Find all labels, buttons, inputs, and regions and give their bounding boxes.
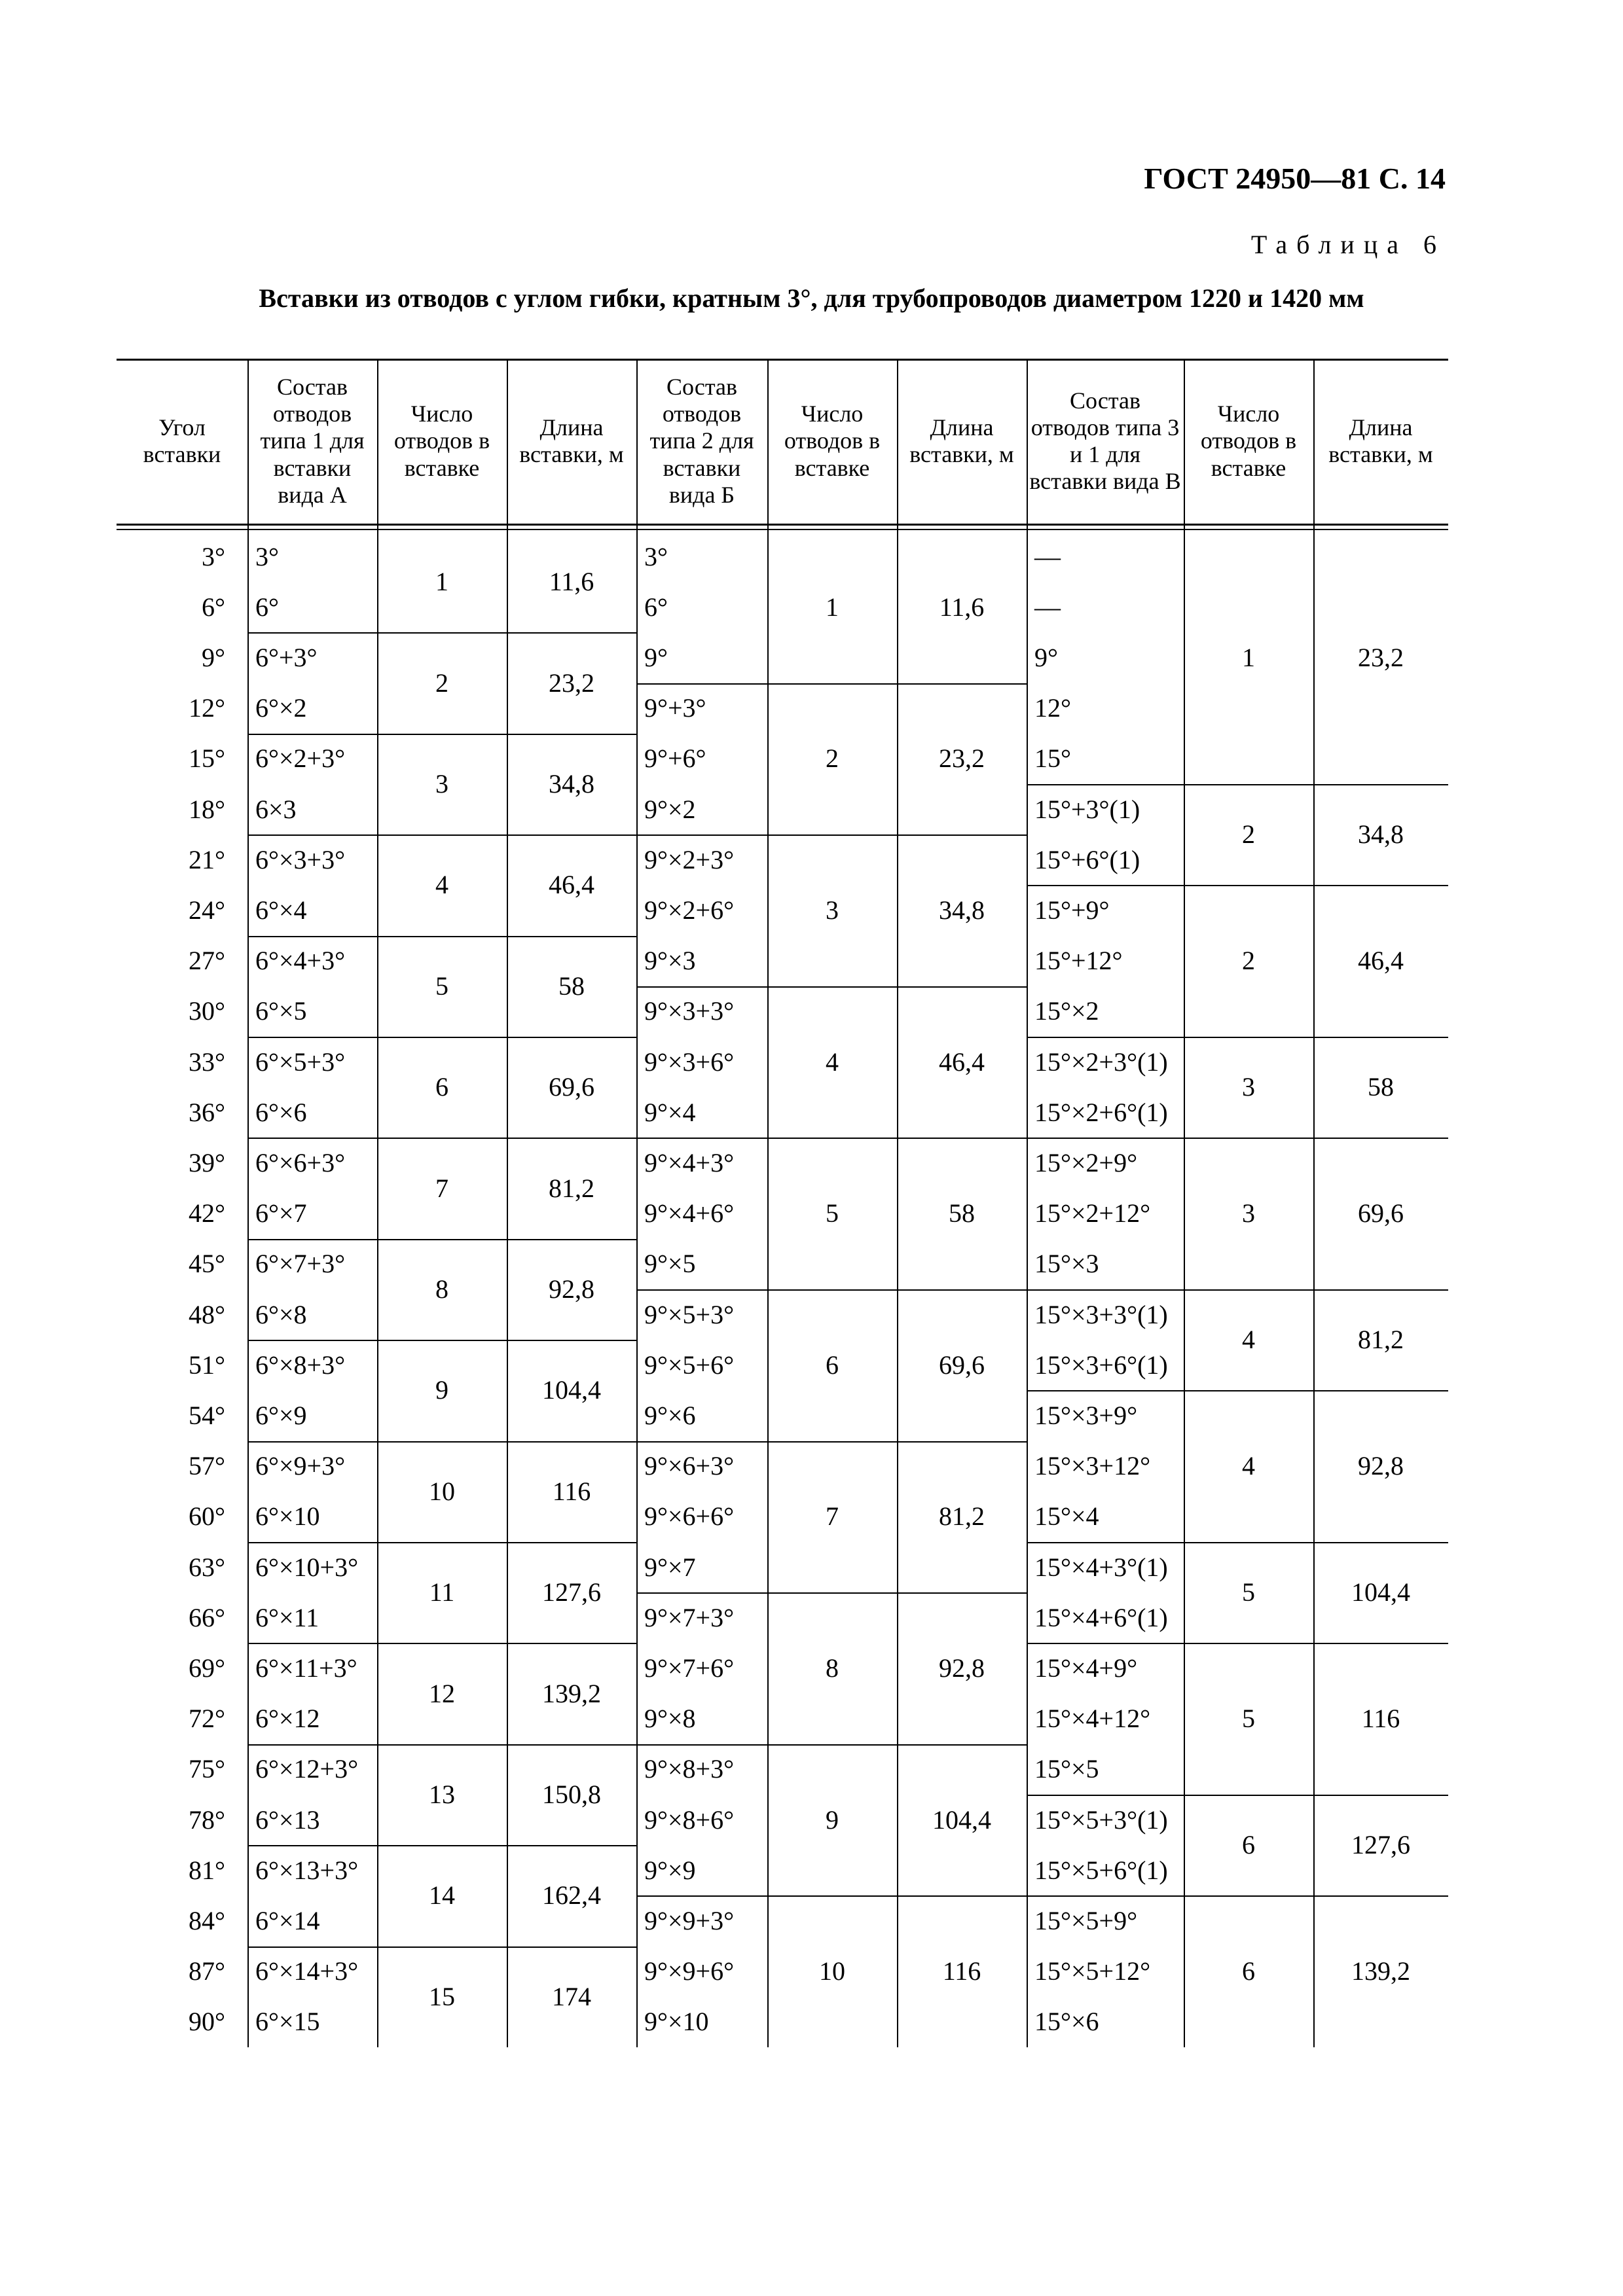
type2-composition-cell: 9°+3° (644, 693, 706, 723)
table-label: Таблица 6 (1250, 230, 1446, 259)
type3-count-cell: 6 (1242, 1830, 1255, 1860)
type1-length-cell: 23,2 (549, 668, 594, 698)
type1-composition-cell: 6°×5+3° (255, 1047, 346, 1077)
type3-group-rule (1027, 885, 1448, 886)
type1-group-rule (247, 1643, 636, 1644)
type1-composition-cell: 6°+3° (255, 642, 318, 672)
type2-length-cell: 34,8 (939, 895, 985, 925)
type3-composition-cell: 15°×4+3°(1) (1034, 1552, 1168, 1582)
type1-composition-cell: 6°×13 (255, 1804, 320, 1835)
angle-cell: 3° (202, 541, 225, 571)
type2-composition-cell: 9°×5+3° (644, 1299, 735, 1329)
type1-count-cell: 13 (429, 1779, 455, 1809)
type1-length-cell: 139,2 (542, 1678, 601, 1708)
type3-composition-cell: 15°+9° (1034, 895, 1110, 925)
type3-length-cell: 104,4 (1351, 1577, 1410, 1607)
angle-cell: 21° (189, 844, 225, 874)
type1-group-rule (247, 1542, 636, 1543)
angle-cell: 12° (189, 693, 225, 723)
angle-cell: 57° (189, 1451, 225, 1481)
type1-length-cell: 46,4 (549, 870, 594, 900)
column-header: Число отводов в вставке (784, 401, 881, 481)
type2-length-cell: 81,2 (939, 1501, 985, 1532)
type1-composition-cell: 6°×12+3° (255, 1754, 359, 1784)
angle-cell: 60° (189, 1501, 225, 1532)
type2-count-cell: 10 (819, 1956, 845, 1986)
type2-composition-cell: 9°×9+6° (644, 1956, 735, 1986)
column-header: Состав отводов типа 1 для вставки вида А (260, 374, 365, 508)
type1-length-cell: 127,6 (542, 1577, 601, 1607)
column-divider (897, 359, 898, 2047)
type1-composition-cell: 6°×6+3° (255, 1147, 346, 1177)
type1-composition-cell: 6°×14 (255, 1905, 320, 1935)
type1-group-rule (247, 1037, 636, 1038)
type2-composition-cell: 9°×2+3° (644, 844, 735, 874)
type1-length-cell: 69,6 (549, 1072, 594, 1102)
type3-count-cell: 3 (1242, 1072, 1255, 1102)
type3-composition-cell: 15°×3+9° (1034, 1400, 1138, 1430)
type1-length-cell: 162,4 (542, 1880, 601, 1910)
type3-composition-cell: 15°×2+12° (1034, 1198, 1151, 1229)
type2-composition-cell: 9°×3+6° (644, 1047, 735, 1077)
type2-composition-cell: 9°×6+6° (644, 1501, 735, 1532)
angle-cell: 81° (189, 1855, 225, 1885)
type2-composition-cell: 9°×2+6° (644, 895, 735, 925)
angle-cell: 33° (189, 1047, 225, 1077)
angle-cell: 51° (189, 1350, 225, 1380)
type3-length-cell: 81,2 (1358, 1325, 1404, 1355)
type2-composition-cell: 9°×8+6° (644, 1804, 735, 1835)
type1-composition-cell: 6°×10+3° (255, 1552, 359, 1582)
type2-length-cell: 11,6 (939, 592, 985, 622)
type1-length-cell: 58 (558, 971, 585, 1001)
type1-composition-cell: 6°×8+3° (255, 1350, 346, 1380)
type3-composition-cell: 15°×6 (1034, 2007, 1099, 2037)
type2-composition-cell: 9°×5 (644, 1249, 696, 1279)
type1-group-rule (247, 1441, 636, 1443)
type1-composition-cell: 6°×3+3° (255, 844, 346, 874)
column-divider (1027, 359, 1028, 2047)
column-header: Состав отводов типа 2 для вставки вида Б (649, 374, 754, 508)
type2-count-cell: 4 (826, 1047, 839, 1077)
type3-composition-cell: 15°×4+6°(1) (1034, 1602, 1168, 1632)
column-header: Угол вставки (143, 414, 221, 467)
angle-cell: 39° (189, 1147, 225, 1177)
type3-composition-cell: 15°×2+3°(1) (1034, 1047, 1168, 1077)
angle-cell: 48° (189, 1299, 225, 1329)
type2-count-cell: 3 (826, 895, 839, 925)
column-header: Состав отводов типа 3 и 1 для вставки вида В (1029, 387, 1181, 495)
type2-composition-cell: 9°×5+6° (644, 1350, 735, 1380)
type2-count-cell: 1 (826, 592, 839, 622)
type2-composition-cell: 3° (644, 541, 668, 571)
type1-composition-cell: 6°×2+3° (255, 744, 346, 774)
type1-length-cell: 116 (552, 1476, 591, 1506)
angle-cell: 90° (189, 2007, 225, 2037)
type1-composition-cell: 6°×5 (255, 996, 307, 1026)
type3-length-cell: 46,4 (1358, 946, 1404, 976)
type1-count-cell: 10 (429, 1476, 455, 1506)
angle-cell: 78° (189, 1804, 225, 1835)
type3-composition-cell: 15°×5+3°(1) (1034, 1804, 1168, 1835)
type3-group-rule (1027, 1138, 1448, 1139)
column-divider (247, 359, 249, 2047)
type3-length-cell: 116 (1361, 1704, 1400, 1734)
type3-composition-cell: 15°×3+6°(1) (1034, 1350, 1168, 1380)
type2-composition-cell: 9°×9+3° (644, 1905, 735, 1935)
type1-group-rule (247, 1138, 636, 1139)
type1-group-rule (247, 1744, 636, 1746)
type1-count-cell: 11 (429, 1577, 455, 1607)
type2-count-cell: 5 (826, 1198, 839, 1229)
type3-count-cell: 5 (1242, 1704, 1255, 1734)
type3-length-cell: 69,6 (1358, 1198, 1404, 1229)
type2-composition-cell: 9°×6 (644, 1400, 696, 1430)
type2-composition-cell: 9°×8+3° (644, 1754, 735, 1784)
type3-group-rule (1027, 1895, 1448, 1897)
column-header: Длина вставки, м (519, 414, 624, 467)
type2-group-rule (636, 683, 1027, 685)
type1-group-rule (247, 734, 636, 735)
type1-group-rule (247, 1845, 636, 1846)
angle-cell: 30° (189, 996, 225, 1026)
type1-count-cell: 2 (435, 668, 448, 698)
type3-group-rule (1027, 1390, 1448, 1391)
type1-group-rule (247, 1340, 636, 1341)
column-header: Число отводов в вставке (393, 401, 490, 481)
type1-composition-cell: 3° (255, 541, 279, 571)
type1-composition-cell: 6°×10 (255, 1501, 320, 1532)
type2-composition-cell: 9°+6° (644, 744, 706, 774)
type1-count-cell: 1 (435, 567, 448, 597)
type2-composition-cell: 9°×4+6° (644, 1198, 735, 1229)
type2-composition-cell: 9°×2 (644, 794, 696, 824)
type3-length-cell: 58 (1368, 1072, 1394, 1102)
type2-composition-cell: 9°×8 (644, 1704, 696, 1734)
type1-composition-cell: 6°×13+3° (255, 1855, 359, 1885)
type2-group-rule (636, 834, 1027, 836)
type3-composition-cell: 15°+12° (1034, 946, 1123, 976)
type3-length-cell: 139,2 (1351, 1956, 1410, 1986)
type2-group-rule (636, 1138, 1027, 1139)
type2-composition-cell: 9°×7 (644, 1552, 696, 1582)
type3-composition-cell: 15°×3+3°(1) (1034, 1299, 1168, 1329)
type1-count-cell: 15 (429, 1981, 455, 2011)
header-bottom-rule (117, 524, 1448, 526)
type3-group-rule (1027, 1542, 1448, 1543)
type2-length-cell: 116 (942, 1956, 981, 1986)
type1-composition-cell: 6°×15 (255, 2007, 320, 2037)
header-bottom-rule-2 (117, 529, 1448, 530)
type1-count-cell: 4 (435, 870, 448, 900)
type2-length-cell: 46,4 (939, 1047, 985, 1077)
type3-composition-cell: 15°+6°(1) (1034, 844, 1140, 874)
table-title: Вставки из отводов с углом гибки, кратным 3°, для трубопроводов диаметром 1220 и 1420 мм (259, 283, 1364, 313)
type3-count-cell: 3 (1242, 1198, 1255, 1229)
type3-composition-cell: 15°×2+6°(1) (1034, 1097, 1168, 1127)
angle-cell: 42° (189, 1198, 225, 1229)
type2-group-rule (636, 1592, 1027, 1594)
type1-count-cell: 3 (435, 768, 448, 798)
type3-composition-cell: 15°×5 (1034, 1754, 1099, 1784)
type3-group-rule (1027, 1289, 1448, 1291)
angle-cell: 63° (189, 1552, 225, 1582)
type3-composition-cell: 15° (1034, 744, 1071, 774)
angle-cell: 84° (189, 1905, 225, 1935)
column-divider (636, 359, 638, 2047)
type2-composition-cell: 9°×7+6° (644, 1653, 735, 1683)
type3-group-rule (1027, 1037, 1448, 1038)
angle-cell: 87° (189, 1956, 225, 1986)
angle-cell: 24° (189, 895, 225, 925)
type1-group-rule (247, 1239, 636, 1240)
type2-length-cell: 104,4 (932, 1804, 991, 1835)
type2-group-rule (636, 1289, 1027, 1291)
type3-composition-cell: 15°×3+12° (1034, 1451, 1151, 1481)
type2-count-cell: 6 (826, 1350, 839, 1380)
type1-composition-cell: 6°×8 (255, 1299, 307, 1329)
type1-count-cell: 8 (435, 1274, 448, 1304)
type1-group-rule (247, 1946, 636, 1948)
type3-composition-cell: 15°×5+12° (1034, 1956, 1151, 1986)
angle-cell: 66° (189, 1602, 225, 1632)
type2-composition-cell: 6° (644, 592, 668, 622)
type1-composition-cell: 6°×2 (255, 693, 307, 723)
type2-length-cell: 58 (949, 1198, 975, 1229)
type1-count-cell: 12 (429, 1678, 455, 1708)
type3-count-cell: 2 (1242, 946, 1255, 976)
angle-cell: 9° (202, 642, 225, 672)
angle-cell: 45° (189, 1249, 225, 1279)
type2-composition-cell: 9°×3 (644, 946, 696, 976)
type1-group-rule (247, 834, 636, 836)
type1-composition-cell: 6°×9 (255, 1400, 307, 1430)
type3-count-cell: 6 (1242, 1956, 1255, 1986)
type2-count-cell: 2 (826, 744, 839, 774)
angle-cell: 54° (189, 1400, 225, 1430)
angle-cell: 15° (189, 744, 225, 774)
type3-count-cell: 4 (1242, 1451, 1255, 1481)
column-header: Длина вставки, м (909, 414, 1014, 467)
type2-composition-cell: 9°×4 (644, 1097, 696, 1127)
column-divider (1313, 359, 1315, 2047)
type3-composition-cell: 9° (1034, 642, 1058, 672)
type3-group-rule (1027, 1795, 1448, 1796)
type1-composition-cell: 6°×4 (255, 895, 307, 925)
angle-cell: 75° (189, 1754, 225, 1784)
type3-count-cell: 4 (1242, 1325, 1255, 1355)
column-header: Число отводов в вставке (1200, 401, 1297, 481)
type2-group-rule (636, 1895, 1027, 1897)
type1-composition-cell: 6°×11 (255, 1602, 319, 1632)
type3-length-cell: 23,2 (1358, 643, 1404, 672)
type2-composition-cell: 9°×10 (644, 2007, 709, 2037)
type2-group-rule (636, 1744, 1027, 1746)
type3-composition-cell: — (1034, 541, 1061, 571)
type3-composition-cell: 15°×3 (1034, 1249, 1099, 1279)
type1-composition-cell: 6° (255, 592, 279, 622)
type1-composition-cell: 6°×7 (255, 1198, 307, 1229)
column-divider (507, 359, 508, 2047)
column-header: Длина вставки, м (1328, 414, 1433, 467)
type1-length-cell: 34,8 (549, 768, 594, 798)
type3-length-cell: 34,8 (1358, 819, 1404, 850)
type2-length-cell: 92,8 (939, 1653, 985, 1683)
type3-composition-cell: 15°×4 (1034, 1501, 1099, 1532)
angle-cell: 18° (189, 794, 225, 824)
type3-composition-cell: 15°×4+9° (1034, 1653, 1138, 1683)
type2-composition-cell: 9°×3+3° (644, 996, 735, 1026)
type1-length-cell: 104,4 (542, 1375, 601, 1405)
type2-composition-cell: 9°×6+3° (644, 1451, 735, 1481)
type2-length-cell: 69,6 (939, 1350, 985, 1380)
type3-composition-cell: 15°×2 (1034, 996, 1099, 1026)
type1-length-cell: 92,8 (549, 1274, 594, 1304)
type1-length-cell: 81,2 (549, 1173, 594, 1203)
table-top-rule (117, 359, 1448, 361)
type3-composition-cell: 15°×5+6°(1) (1034, 1855, 1168, 1885)
type3-composition-cell: — (1034, 592, 1061, 622)
type1-count-cell: 5 (435, 971, 448, 1001)
angle-cell: 72° (189, 1704, 225, 1734)
type3-count-cell: 5 (1242, 1577, 1255, 1607)
type3-composition-cell: 15°×5+9° (1034, 1905, 1138, 1935)
column-divider (767, 359, 769, 2047)
type2-group-rule (636, 1441, 1027, 1443)
type1-length-cell: 174 (552, 1981, 591, 2011)
type3-composition-cell: 15°×2+9° (1034, 1147, 1138, 1177)
type3-group-rule (1027, 1643, 1448, 1644)
type1-count-cell: 6 (435, 1072, 448, 1102)
type2-length-cell: 23,2 (939, 744, 985, 774)
type2-count-cell: 9 (826, 1804, 839, 1835)
type1-count-cell: 9 (435, 1375, 448, 1405)
type2-count-cell: 8 (826, 1653, 839, 1683)
angle-cell: 69° (189, 1653, 225, 1683)
type1-length-cell: 11,6 (549, 567, 594, 597)
type1-length-cell: 150,8 (542, 1779, 601, 1809)
angle-cell: 6° (202, 592, 225, 622)
type2-composition-cell: 9°×4+3° (644, 1147, 735, 1177)
type1-count-cell: 7 (435, 1173, 448, 1203)
type1-composition-cell: 6°×4+3° (255, 946, 346, 976)
type1-composition-cell: 6°×11+3° (255, 1653, 357, 1683)
type3-group-rule (1027, 784, 1448, 785)
type2-composition-cell: 9°×9 (644, 1855, 696, 1885)
column-divider (1184, 359, 1185, 2047)
type2-group-rule (636, 986, 1027, 988)
type1-count-cell: 14 (429, 1880, 455, 1910)
type3-composition-cell: 15°×4+12° (1034, 1704, 1151, 1734)
type2-composition-cell: 9°×7+3° (644, 1602, 735, 1632)
type3-composition-cell: 12° (1034, 693, 1071, 723)
type1-composition-cell: 6°×9+3° (255, 1451, 346, 1481)
type1-group-rule (247, 936, 636, 937)
angle-cell: 27° (189, 946, 225, 976)
type1-composition-cell: 6°×6 (255, 1097, 307, 1127)
type1-group-rule (247, 632, 636, 634)
type3-count-cell: 2 (1242, 819, 1255, 850)
type2-count-cell: 7 (826, 1501, 839, 1532)
type3-composition-cell: 15°+3°(1) (1034, 794, 1140, 824)
column-divider (377, 359, 378, 2047)
document-header: ГОСТ 24950—81 С. 14 (1144, 162, 1446, 195)
angle-cell: 36° (189, 1097, 225, 1127)
type1-composition-cell: 6×3 (255, 794, 297, 824)
type3-length-cell: 127,6 (1351, 1830, 1410, 1860)
type1-composition-cell: 6°×12 (255, 1704, 320, 1734)
type1-composition-cell: 6°×7+3° (255, 1249, 346, 1279)
type1-composition-cell: 6°×14+3° (255, 1956, 359, 1986)
type3-length-cell: 92,8 (1358, 1451, 1404, 1481)
type3-count-cell: 1 (1242, 643, 1255, 672)
type2-composition-cell: 9° (644, 642, 668, 672)
